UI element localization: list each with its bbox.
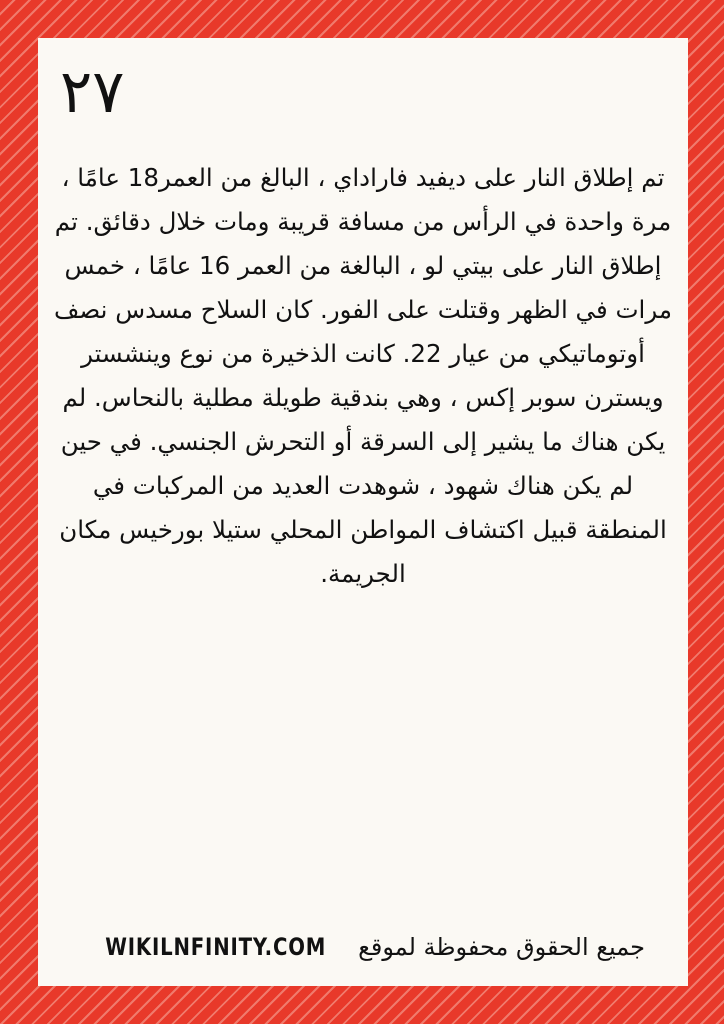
page-number: ٢٧: [60, 57, 125, 127]
rights-text: جميع الحقوق محفوظة لموقع: [358, 933, 646, 961]
footer: [38, 930, 688, 964]
page-card: [38, 38, 688, 986]
site-name: WIKILNFINITY.COM: [105, 933, 327, 961]
body-paragraph: تم إطلاق النار على ديفيد فاراداي ، البالغ من العمر18 عامًا ، مرة واحدة في الرأس من مسافة قريبة ومات خلال دقائق. تم إطلاق النار على بيتي لو ، البالغة من العمر 16 عامًا ، خمس مرات في الظهر وقتلت على الفور. كان السلاح مسدس نصف أوتوماتيكي من عيار 22. كانت الذخيرة من نوع وينشستر ويسترن سوبر إكس ، وهي بندقية طويلة مطلية بالنحاس. لم يكن هناك ما يشير إلى السرقة أو التحرش الجنسي. في حين لم يكن هناك شهود ، شوهدت العديد من المركبات في المنطقة قبيل اكتشاف المواطن المحلي ستيلا بورخيس مكان الجريمة.: [54, 163, 672, 588]
